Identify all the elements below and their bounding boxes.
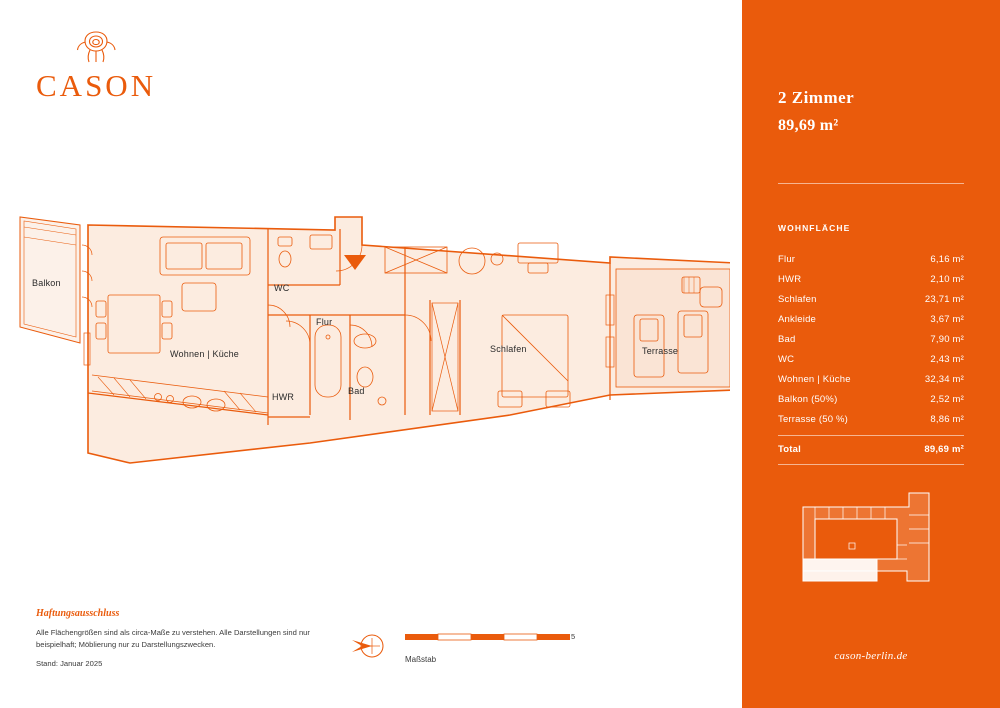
keyplan-diagram [789,485,952,600]
room-area: 2,43 m² [930,354,964,365]
section-label: WOHNFLÄCHE [778,223,851,233]
floorplan-drawing [10,185,730,485]
table-row [778,290,964,310]
entry-arrow-icon [344,255,366,270]
room-label-wohnen: Wohnen | Küche [170,349,240,359]
table-row [778,270,964,290]
compass-north-icon [350,628,390,664]
room-area: 2,52 m² [930,394,964,405]
room-name: Flur [778,254,796,265]
room-name: Ankleide [778,314,817,325]
room-label-balkon: Balkon [32,278,61,288]
room-name: Wohnen | Küche [778,374,851,385]
room-label-terrasse: Terrasse [642,346,679,356]
sidebar-divider-bottom [778,464,964,465]
room-area: 6,16 m² [930,254,964,265]
table-row [778,370,964,390]
room-area: 3,67 m² [930,314,964,325]
brand-logo-text: CASON [36,68,157,103]
info-sidebar [742,0,1000,708]
room-name: Terrasse (50 %) [778,414,849,425]
room-area: 2,10 m² [930,274,964,285]
room-area: 7,90 m² [930,334,964,345]
table-divider [778,435,964,436]
scale-label: Maßstab [405,655,437,664]
room-area: 32,34 m² [924,374,964,385]
room-name: Balkon (50%) [778,394,838,405]
disclaimer-text: Alle Flächengrößen sind als circa-Maße zu verstehen. Alle Darstellungen sind nur beispielhaft; Möblierung nur zu Darstellungszwecken. [36,628,310,649]
sidebar-divider-top [778,183,964,184]
rose-icon [74,26,118,64]
table-row [778,390,964,410]
table-row [778,250,964,270]
table-row [778,350,964,370]
table-row [778,330,964,350]
area-table [778,250,964,460]
room-area: 8,86 m² [930,414,964,425]
total-area: 89,69 m² [924,444,964,455]
room-name: Bad [778,334,796,345]
room-area: 23,71 m² [924,294,964,305]
room-name: WC [778,354,795,365]
total-label: Total [778,444,801,455]
room-label-wc: WC [274,283,290,293]
unit-title: 2 Zimmer [778,88,855,107]
room-label-hwr: HWR [272,392,295,402]
stand-date: Stand: Januar 2025 [36,659,103,668]
room-label-schlafen: Schlafen [490,344,527,354]
room-name: HWR [778,274,802,285]
table-row-total [778,440,964,460]
scale-max-label: 5 [571,632,576,641]
room-label-bad: Bad [348,386,365,396]
unit-area: 89,69 m² [778,117,839,134]
room-label-flur: Flur [316,317,333,327]
table-row [778,410,964,430]
website-link[interactable]: cason-berlin.de [834,650,908,662]
room-name: Schlafen [778,294,817,305]
table-row [778,310,964,330]
disclaimer-title: Haftungsausschluss [36,608,120,619]
